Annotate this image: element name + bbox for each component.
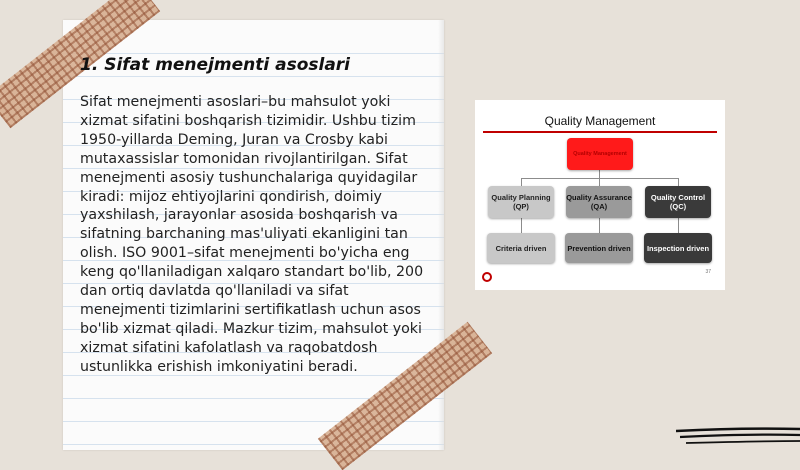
diagram-title-underline xyxy=(483,131,717,133)
logo-icon xyxy=(482,272,492,282)
diagram-title: Quality Management xyxy=(544,114,656,128)
slide-title: 1. Sifat menejmenti asoslari xyxy=(80,55,351,75)
scribble-lines xyxy=(676,422,800,450)
diagram-box-inspection-driven: Inspection driven xyxy=(644,233,712,263)
slide-body-text: Sifat menejmenti asoslari–bu mahsulot yoki xizmat sifatini boshqarish tizimidir. Ushbu tizim 1950-yillarda Deming, Juran va Crosby kabi mutaxassislar tomonidan rivojlantirilgan. Sifat menejmenti asosiy tushunchalariga quyidagilar kiradi: mijoz ehtiyojlarini qondirish, doimiy yaxshilash, jarayonlar asosida boshqarish va sifatning barchaning mas'uliyati ekanligini tan olish. ISO 9001–sifat menejmenti bo'yicha eng keng qo'llaniladigan xalqaro standart bo'lib, 200 dan ortiq davlatda qo'llaniladi va sifat menejmenti tizimlarini sertifikatlash uchun asos bo'lib xizmat qiladi. Mazkur tizim, mahsulot yoki xizmat sifatini kafolatlash va raqobatdosh ustunlikka erishish imkoniyatini beradi. xyxy=(80,94,424,375)
connector-line xyxy=(599,170,600,178)
diagram-page-number: 37 xyxy=(705,269,711,275)
connector-line xyxy=(678,218,679,233)
diagram-box-quality-management: Quality Management xyxy=(567,138,633,170)
connector-line xyxy=(678,178,679,186)
quality-management-diagram xyxy=(475,100,725,290)
diagram-box-quality-control: Quality Control (QC) xyxy=(645,186,711,218)
diagram-box-prevention-driven: Prevention driven xyxy=(565,233,633,263)
connector-line xyxy=(521,178,522,186)
connector-line xyxy=(599,218,600,233)
connector-line xyxy=(599,178,600,186)
connector-line xyxy=(521,218,522,233)
diagram-box-criteria-driven: Criteria driven xyxy=(487,233,555,263)
diagram-box-quality-planning: Quality Planning (QP) xyxy=(488,186,554,218)
diagram-box-quality-assurance: Quality Assurance (QA) xyxy=(566,186,632,218)
